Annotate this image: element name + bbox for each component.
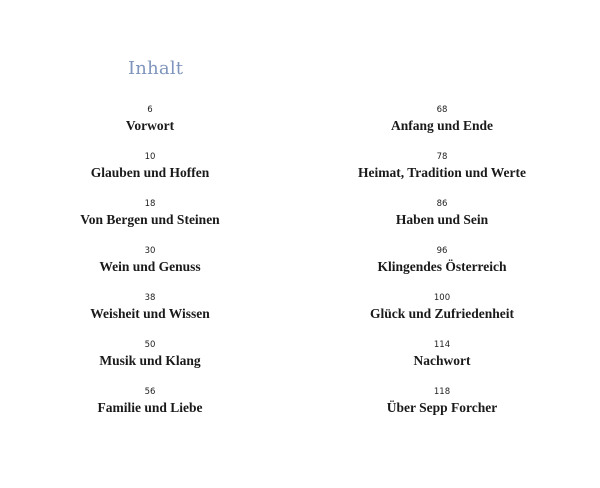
toc-entry-title: Klingendes Österreich (377, 259, 507, 274)
toc-entry[interactable] (322, 151, 562, 198)
toc-entry-title: Familie und Liebe (97, 400, 203, 415)
toc-entry[interactable] (322, 292, 562, 339)
toc-entry[interactable] (322, 104, 562, 151)
toc-entry[interactable] (30, 339, 270, 386)
toc-entry[interactable] (322, 198, 562, 245)
toc-page-number: 96 (436, 246, 448, 256)
toc-page-number: 50 (144, 340, 156, 350)
toc-entry-title: Glück und Zufriedenheit (369, 306, 515, 321)
toc-entry-title: Anfang und Ende (390, 118, 494, 133)
toc-column-left (30, 104, 270, 433)
toc-entry-title: Glauben und Hoffen (90, 165, 210, 180)
toc-entry[interactable] (30, 386, 270, 433)
toc-page-number: 114 (433, 340, 451, 350)
toc-entry[interactable] (322, 386, 562, 433)
toc-page-number: 118 (433, 387, 451, 397)
toc-entry[interactable] (30, 292, 270, 339)
toc-entry-title: Weisheit und Wissen (90, 306, 210, 321)
toc-entry-title: Musik und Klang (99, 353, 201, 368)
toc-entry-title: Vorwort (125, 118, 175, 133)
toc-heading: Inhalt (128, 58, 184, 79)
toc-page-number: 6 (147, 105, 153, 115)
toc-page-number: 78 (436, 152, 448, 162)
toc-entry-title: Über Sepp Forcher (386, 400, 498, 415)
toc-entry[interactable] (30, 245, 270, 292)
toc-column-right (322, 104, 562, 433)
toc-entry[interactable] (30, 198, 270, 245)
toc-page-number: 10 (144, 152, 156, 162)
toc-entry-title: Von Bergen und Steinen (80, 212, 220, 227)
toc-entry[interactable] (322, 245, 562, 292)
toc-page-number: 56 (144, 387, 156, 397)
toc-entry-title: Heimat, Tradition und Werte (357, 165, 526, 180)
toc-entry[interactable] (322, 339, 562, 386)
toc-entry-title: Nachwort (413, 353, 471, 368)
toc-page-number: 68 (436, 105, 448, 115)
toc-entry[interactable] (30, 151, 270, 198)
toc-page-number: 30 (144, 246, 156, 256)
toc-entry-title: Wein und Genuss (99, 259, 201, 274)
toc-page-number: 18 (144, 199, 156, 209)
toc-page-number: 86 (436, 199, 448, 209)
toc-entry[interactable] (30, 104, 270, 151)
toc-page-number: 38 (144, 293, 156, 303)
toc-page-number: 100 (433, 293, 451, 303)
toc-entry-title: Haben und Sein (395, 212, 489, 227)
